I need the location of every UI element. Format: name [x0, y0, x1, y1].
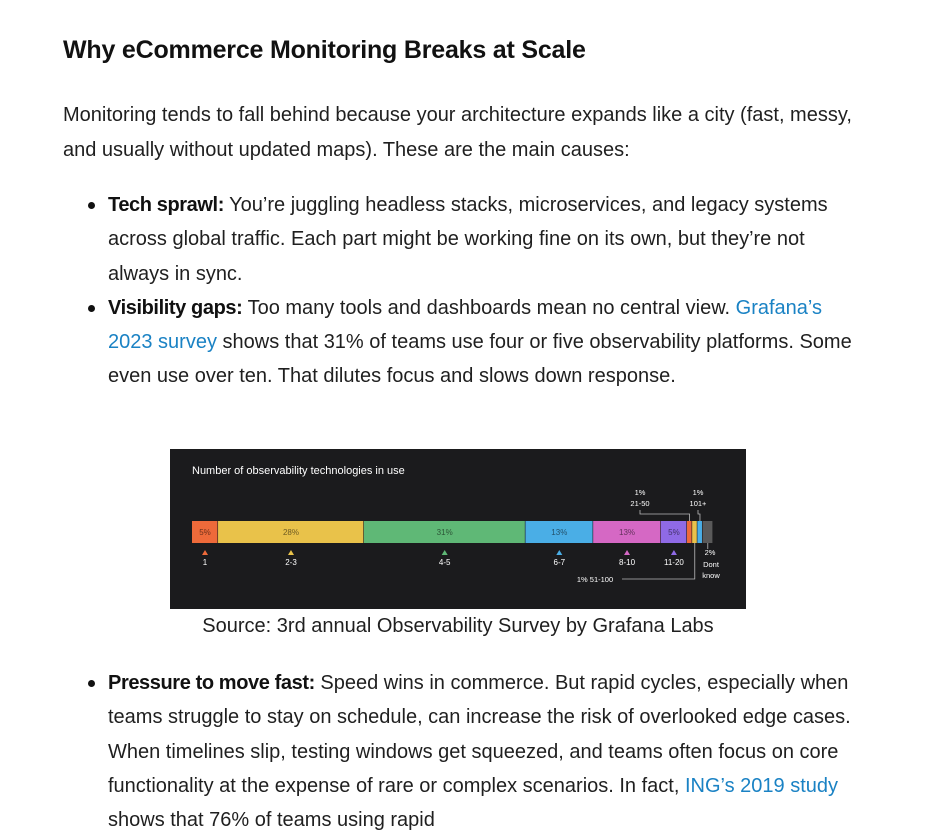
bar-segment-101+	[697, 521, 702, 543]
chart-bars	[192, 488, 720, 584]
bar-value-label: 28%	[282, 528, 299, 537]
list-item-pressure	[63, 666, 863, 837]
callout-leader-line	[698, 510, 700, 521]
bar-value-label: 31%	[436, 528, 453, 537]
callout-category: 21-50	[630, 499, 650, 508]
observability-chart	[170, 449, 746, 609]
chart-title: Number of observability technologies in use	[192, 465, 405, 477]
marker-triangle-icon	[556, 550, 562, 555]
bullet-icon	[88, 680, 95, 687]
bar-segment-51-100	[692, 521, 697, 543]
callout-category: 101+	[689, 499, 707, 508]
marker-triangle-icon	[442, 550, 448, 555]
callout-value: 2%	[704, 548, 716, 557]
bullet-text: Too many tools and dashboards mean no central view.	[242, 296, 736, 319]
bullet-text: Speed wins in commerce. But rapid cycles, especially when teams struggle to stay on schedule, can increase the risk of overlooked edge cases. When timelines slip, testing windows get squeezed, and teams often focus on core functionality at the expense of rare or complex scenarios. In fact,	[108, 672, 851, 797]
marker-triangle-icon	[202, 550, 208, 555]
category-label: 1	[202, 558, 208, 567]
callout-value: 1%	[692, 488, 704, 497]
list-item-tech-sprawl	[63, 188, 863, 291]
callout-value: 1%	[634, 488, 646, 497]
intro-paragraph: Monitoring tends to fall behind because your architecture expands like a city (fast, messy, and usually without updated maps). These are the main causes:	[63, 104, 852, 161]
bullet-text: shows that 31% of teams use four or five observability platforms. Some even use over ten. That dilutes focus and slows down response.	[108, 331, 852, 388]
bar-value-label: 5%	[668, 528, 680, 537]
ing-study-link[interactable]: ING’s 2019 study	[684, 774, 839, 797]
callout-category: Dont	[703, 560, 719, 569]
causes-list-continued	[63, 666, 863, 837]
causes-list	[63, 188, 863, 394]
category-label: 11-20	[663, 558, 684, 567]
section-heading: Why eCommerce Monitoring Breaks at Scale	[63, 36, 586, 64]
grafana-survey-link[interactable]: Grafana’s 2023 survey	[108, 296, 823, 354]
bar-value-label: 13%	[551, 528, 568, 537]
list-item-visibility-gaps	[63, 291, 863, 394]
bullet-icon	[88, 305, 95, 312]
marker-triangle-icon	[288, 550, 294, 555]
figure-caption: Source: 3rd annual Observability Survey by Grafana Labs	[202, 615, 714, 637]
bar-value-label: 5%	[199, 528, 211, 537]
figure	[170, 449, 746, 637]
callout-category: know	[702, 571, 720, 580]
callout-leader-line	[640, 510, 690, 521]
marker-triangle-icon	[671, 550, 677, 555]
bar-segment-21-50	[687, 521, 692, 543]
bullet-text: shows that 76% of teams using rapid	[108, 809, 435, 832]
category-label: 2-3	[285, 558, 297, 567]
category-label: 6-7	[553, 558, 566, 567]
bullet-term: Visibility gaps:	[108, 296, 243, 319]
bar-segment-dont-know	[703, 521, 713, 543]
bullet-term: Tech sprawl:	[108, 194, 224, 216]
bar-value-label: 13%	[619, 528, 636, 537]
marker-triangle-icon	[624, 550, 630, 555]
bullet-term: Pressure to move fast:	[108, 672, 315, 694]
category-label: 8-10	[619, 558, 636, 567]
callout-category: 1% 51-100	[576, 575, 614, 584]
category-label: 4-5	[438, 558, 451, 567]
bullet-text: You’re juggling headless stacks, microservices, and legacy systems across global traffic. Each part might be working fine on its own, but they’re not always in sync.	[108, 194, 828, 285]
chart-svg	[170, 449, 746, 609]
bullet-icon	[88, 202, 95, 209]
